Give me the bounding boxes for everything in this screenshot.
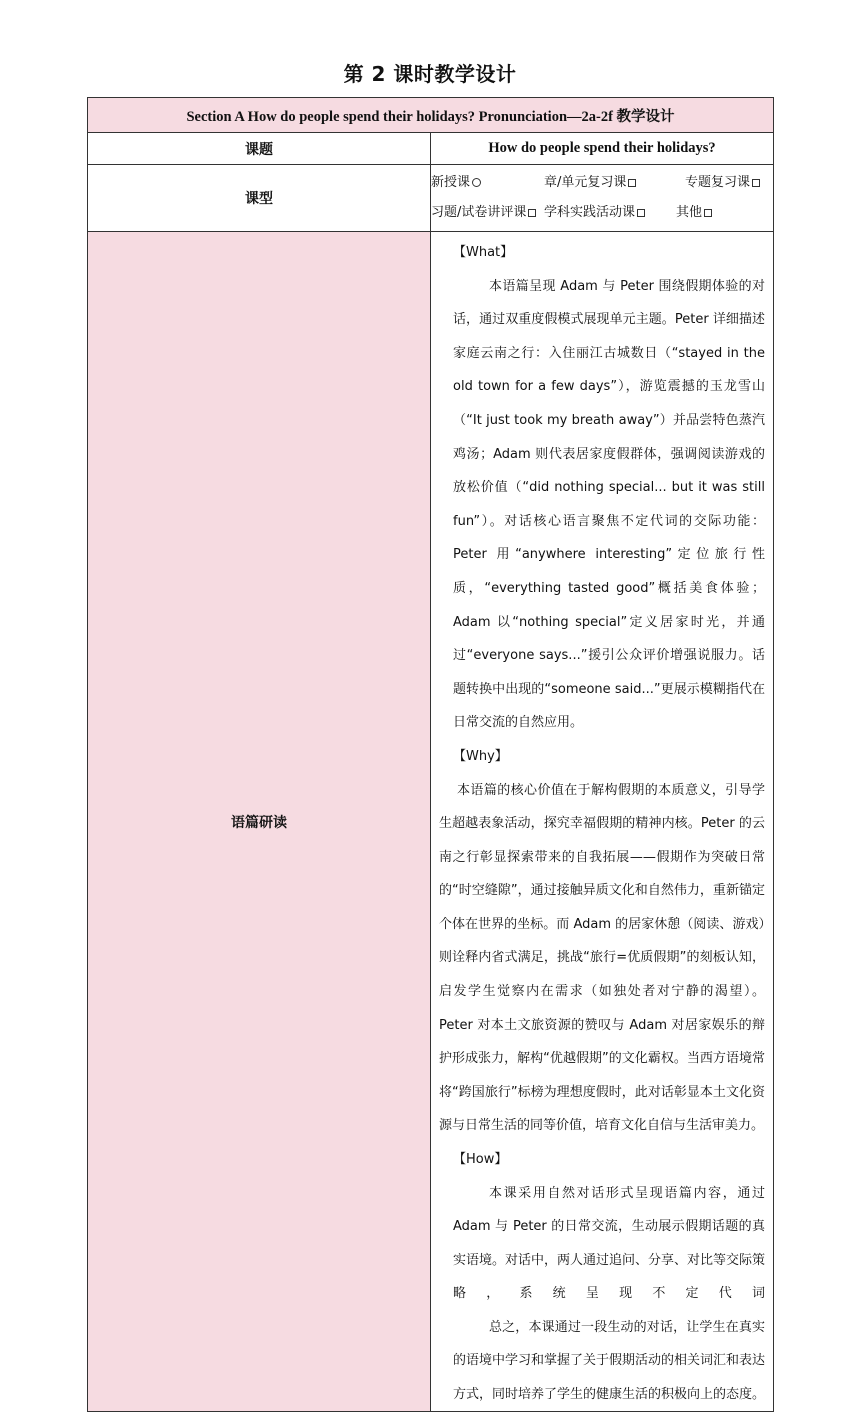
table-header: Section A How do people spend their holidays? Pronunciation—2a-2f 教学设计 [88,98,774,133]
lesson-plan-table [87,97,774,1412]
option-label: 学科实践活动课 [544,205,636,220]
option-exercise-review[interactable] [431,198,544,228]
option-label: 章/单元复习课 [544,175,627,190]
lesson-type-row [88,165,774,232]
option-label: 专题复习课 [685,175,751,190]
option-label: 其他 [676,205,703,220]
checkbox-icon [704,209,712,217]
lesson-type-line-2 [431,198,773,228]
why-heading: 【Why】 [453,748,508,764]
checkbox-icon [752,179,760,187]
how-heading: 【How】 [453,1152,508,1168]
how-paragraph: 本课采用自然对话形式呈现语篇内容，通过 Adam 与 Peter 的日常交流，生动展示假期话题的真实语境。对话中，两人通过追问、分享、对比等交际策略，系统呈现不定代词 [453,1185,765,1302]
reading-row [88,232,774,1412]
lesson-type-label: 课型 [88,165,431,232]
lesson-type-options [431,165,774,232]
summary-paragraph: 总之，本课通过一段生动的对话，让学生在真实的语境中学习和掌握了关于假期活动的相关词汇和表达方式，同时培养了学生的健康生活的积极向上的态度。 [453,1319,766,1402]
table-header-row [88,98,774,133]
option-practice-activity[interactable] [544,198,676,228]
reading-content [431,232,774,1412]
checkbox-icon [628,179,636,187]
what-paragraph: 本语篇呈现 Adam 与 Peter 围绕假期体验的对话，通过双重度假模式展现单元主题。Peter 详细描述家庭云南之行：入住丽江古城数日（“stayed in the old town for a few days”），游览震撼的玉龙雪山（“It just took my breath away”）并品尝特色蒸汽鸡汤；Adam 则代表居家度假群体，强调阅读游戏的放松价值（“did nothing special... but it was still fun”）。对话核心语言聚焦不定代词的交际功能：Peter 用“anywhere interesting”定位旅行性质，“everything tasted good”概括美食体验；Adam 以“nothing special”定义居家时光，并通过“everyone says...”援引公众评价增强说服力。话题转换中出现的“someone said...”更展示模糊指代在日常交流的自然应用。 [453,278,765,731]
reading-label: 语篇研读 [88,232,431,1412]
option-unit-review[interactable] [544,168,685,198]
option-other[interactable] [676,198,712,228]
topic-value: How do people spend their holidays? [431,133,774,165]
page-title: 第 2 课时教学设计 [343,62,517,86]
option-label: 新授课 [431,175,471,190]
checkbox-icon [528,209,536,217]
option-topic-review[interactable] [685,168,760,198]
topic-label: 课题 [88,133,431,165]
why-paragraph: 本语篇的核心价值在于解构假期的本质意义，引导学生超越表象活动，探究幸福假期的精神内核。Peter 的云南之行彰显探索带来的自我拓展——假期作为突破日常的“时空缝隙”，通过接触异质文化和自然伟力，重新锚定个体在世界的坐标。而 Adam 的居家休憩（阅读、游戏）则诠释内省式满足，挑战“旅行=优质假期”的刻板认知，启发学生觉察内在需求（如独处者对宁静的渴望）。Peter 对本土文旅资源的赞叹与 Adam 对居家娱乐的辩护形成张力，解构“优越假期”的文化霸权。当西方语境常将“跨国旅行”标榜为理想度假时，此对话彰显本土文化资源与日常生活的同等价值，培育文化自信与生活审美力。 [439,782,765,1134]
checkbox-icon [637,209,645,217]
option-new-lesson[interactable] [431,168,544,198]
lesson-type-line-1 [431,168,773,198]
what-heading: 【What】 [453,245,514,260]
checked-circle-icon [472,178,481,187]
topic-row [88,133,774,165]
option-label: 习题/试卷讲评课 [431,205,527,220]
